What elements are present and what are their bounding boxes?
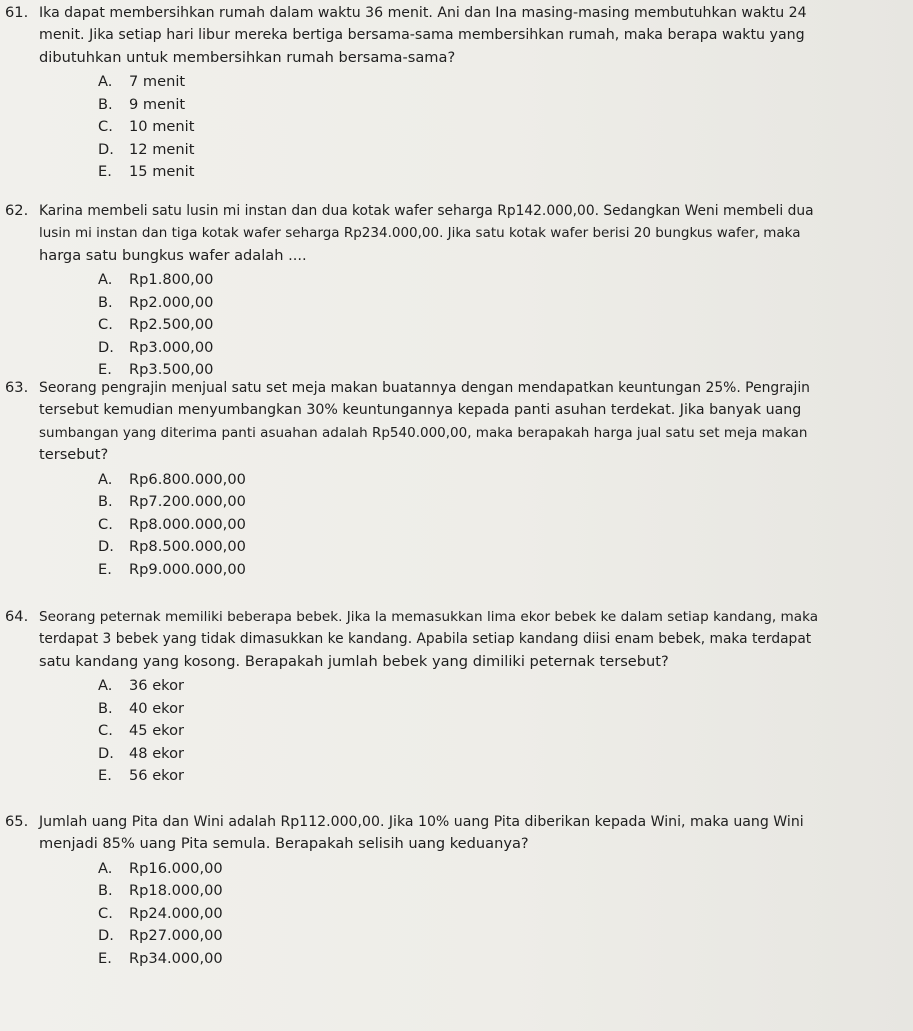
option-d[interactable] — [0, 536, 913, 559]
option-text: Rp1.800,00 — [129, 271, 214, 289]
options-list — [0, 675, 913, 788]
option-letter: D. — [98, 744, 114, 762]
option-e[interactable] — [0, 161, 913, 184]
option-text: Rp24.000,00 — [129, 904, 223, 922]
option-b[interactable] — [0, 292, 913, 315]
option-text: 45 ekor — [129, 722, 185, 740]
question-line: Seorang pengrajin menjual satu set meja makan buatannya dengan mendapatkan keuntungan 25%. Pengrajin — [39, 380, 810, 396]
option-letter: E. — [98, 163, 112, 181]
question-line: menjadi 85% uang Pita semula. Berapakah selisih uang keduanya? — [39, 835, 529, 853]
question-number: 64. — [5, 608, 29, 625]
option-e[interactable] — [0, 559, 913, 582]
option-b[interactable] — [0, 491, 913, 514]
option-text: Rp8.500.000,00 — [129, 538, 246, 556]
question-line: tersebut? — [39, 446, 109, 464]
option-a[interactable] — [0, 858, 913, 881]
options-list — [0, 71, 913, 184]
option-text: Rp6.800.000,00 — [129, 470, 246, 488]
option-e[interactable] — [0, 765, 913, 788]
option-b[interactable] — [0, 880, 913, 903]
option-c[interactable] — [0, 903, 913, 926]
option-c[interactable] — [0, 314, 913, 337]
option-letter: B. — [98, 699, 113, 717]
option-letter: D. — [98, 538, 114, 556]
option-text: Rp3.000,00 — [129, 338, 214, 356]
option-d[interactable] — [0, 743, 913, 766]
question-line: satu kandang yang kosong. Berapakah jumlah bebek yang dimiliki peternak tersebut? — [39, 652, 669, 670]
option-c[interactable] — [0, 720, 913, 743]
option-text: 36 ekor — [129, 677, 185, 695]
option-text: 9 menit — [129, 95, 186, 113]
option-letter: C. — [98, 515, 113, 533]
option-b[interactable] — [0, 94, 913, 117]
option-letter: D. — [98, 338, 114, 356]
question-number: 61. — [5, 4, 29, 21]
question-63 — [0, 377, 913, 581]
question-text — [0, 377, 913, 467]
option-d[interactable] — [0, 139, 913, 162]
option-letter: B. — [98, 882, 113, 900]
option-c[interactable] — [0, 514, 913, 537]
option-letter: A. — [98, 73, 113, 91]
option-a[interactable] — [0, 675, 913, 698]
option-letter: A. — [98, 677, 113, 695]
option-letter: A. — [98, 859, 113, 877]
option-text: 10 menit — [129, 118, 195, 136]
option-e[interactable] — [0, 948, 913, 971]
option-letter: C. — [98, 904, 113, 922]
option-text: Rp16.000,00 — [129, 859, 223, 877]
question-65 — [0, 811, 913, 970]
option-a[interactable] — [0, 469, 913, 492]
option-letter: E. — [98, 949, 112, 967]
question-line: menit. Jika setiap hari libur mereka bertiga bersama-sama membersihkan rumah, maka berapa waktu yang — [39, 27, 805, 44]
option-letter: E. — [98, 767, 112, 785]
question-line: lusin mi instan dan tiga kotak wafer seharga Rp234.000,00. Jika satu kotak wafer berisi 20 bungkus wafer, maka — [39, 225, 801, 242]
options-list — [0, 269, 913, 382]
options-list — [0, 858, 913, 971]
option-letter: E. — [98, 361, 112, 379]
option-letter: B. — [98, 95, 113, 113]
option-text: Rp2.500,00 — [129, 316, 214, 334]
option-d[interactable] — [0, 925, 913, 948]
options-list — [0, 469, 913, 582]
option-text: Rp9.000.000,00 — [129, 560, 246, 578]
option-text: Rp18.000,00 — [129, 882, 223, 900]
question-62 — [0, 200, 913, 382]
question-line: harga satu bungkus wafer adalah .... — [39, 246, 307, 264]
option-text: 15 menit — [129, 163, 195, 181]
option-text: Rp2.000,00 — [129, 293, 214, 311]
question-line: Seorang peternak memiliki beberapa bebek. Jika la memasukkan lima ekor bebek ke dalam setiap kandang, maka — [39, 609, 819, 625]
question-number: 63. — [5, 379, 29, 396]
option-text: 12 menit — [129, 140, 195, 158]
option-text: 48 ekor — [129, 744, 185, 762]
option-letter: C. — [98, 722, 113, 740]
option-text: Rp7.200.000,00 — [129, 493, 246, 511]
option-letter: B. — [98, 293, 113, 311]
question-text — [0, 606, 913, 673]
option-letter: A. — [98, 271, 113, 289]
question-61 — [0, 2, 913, 184]
option-letter: E. — [98, 560, 112, 578]
option-letter: D. — [98, 140, 114, 158]
option-d[interactable] — [0, 337, 913, 360]
option-letter: D. — [98, 927, 114, 945]
option-text: Rp34.000,00 — [129, 949, 223, 967]
question-text — [0, 2, 913, 69]
question-number: 65. — [5, 813, 29, 830]
question-line: Jumlah uang Pita dan Wini adalah Rp112.000,00. Jika 10% uang Pita diberikan kepada Wini, maka uang Wini — [39, 814, 804, 830]
option-text: 56 ekor — [129, 767, 185, 785]
question-line: Ika dapat membersihkan rumah dalam waktu 36 menit. Ani dan Ina masing-masing membutuhkan waktu 24 — [39, 5, 807, 21]
question-line: dibutuhkan untuk membersihkan rumah bersama-sama? — [39, 48, 456, 66]
option-a[interactable] — [0, 71, 913, 94]
option-letter: B. — [98, 493, 113, 511]
question-line: sumbangan yang diterima panti asuahan adalah Rp540.000,00, maka berapakah harga jual satu set meja makan — [39, 424, 808, 441]
question-line: tersebut kemudian menyumbangkan 30% keuntungannya kepada panti asuhan terdekat. Jika banyak uang — [39, 402, 802, 419]
option-a[interactable] — [0, 269, 913, 292]
option-letter: C. — [98, 316, 113, 334]
option-text: 40 ekor — [129, 699, 185, 717]
question-text — [0, 200, 913, 267]
question-64 — [0, 606, 913, 788]
option-b[interactable] — [0, 698, 913, 721]
option-c[interactable] — [0, 116, 913, 139]
option-text: Rp3.500,00 — [129, 361, 214, 379]
option-text: 7 menit — [129, 73, 186, 91]
option-text: Rp27.000,00 — [129, 927, 223, 945]
option-text: Rp8.000.000,00 — [129, 515, 246, 533]
question-line: Karina membeli satu lusin mi instan dan dua kotak wafer seharga Rp142.000,00. Sedangkan Weni membeli dua — [39, 203, 814, 219]
question-line: terdapat 3 bebek yang tidak dimasukkan ke kandang. Apabila setiap kandang diisi enam bebek, maka terdapat — [39, 631, 812, 648]
option-letter: C. — [98, 118, 113, 136]
question-number: 62. — [5, 202, 29, 219]
option-letter: A. — [98, 470, 113, 488]
question-text — [0, 811, 913, 856]
